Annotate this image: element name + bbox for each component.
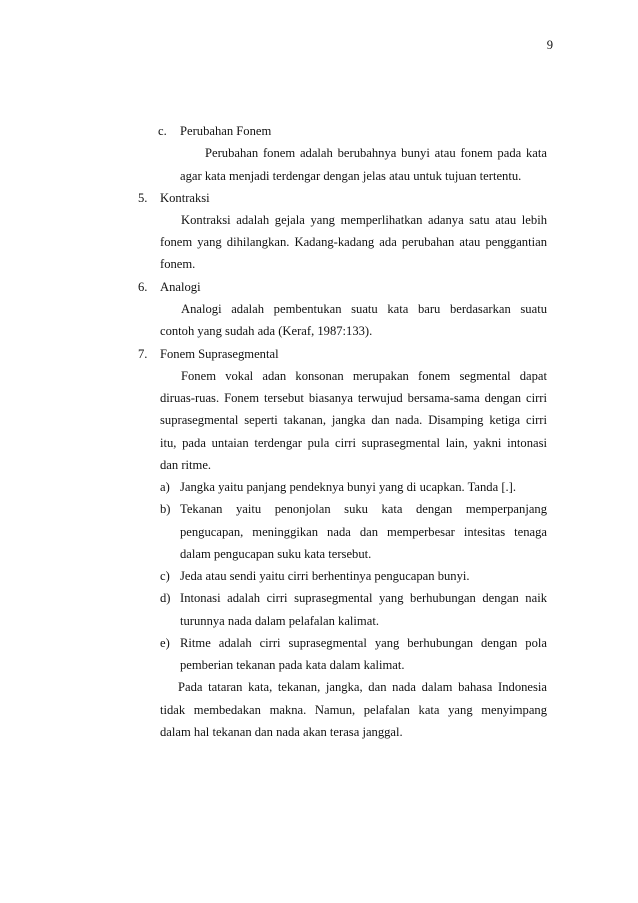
page-number: 9 (546, 38, 553, 52)
closing-line-2: tidak membedakan makna. Namun, pelafalan kata yang menyimpang (160, 703, 547, 717)
closing-line-3: dalam hal tekanan dan nada akan terasa janggal. (160, 725, 403, 739)
item7-line-2: diruas-ruas. Fonem tersebut biasanya terwujud bersama-sama dengan cirri (160, 391, 547, 405)
sub-c-line-1: Perubahan fonem adalah berubahnya bunyi atau fonem pada kata (205, 146, 547, 160)
subitem-e-line-2: pemberian tekanan pada kata dalam kalimat. (180, 658, 405, 672)
item5-heading: Kontraksi (160, 191, 210, 205)
item7-line-3: suprasegmental seperti takanan, jangka dan nada. Disamping ketiga cirri (160, 413, 547, 427)
subitem-a-marker: a) (160, 480, 170, 494)
subitem-b-line-1: Tekanan yaitu penonjolan suku kata dengan memperpanjang (180, 502, 547, 516)
item6-line-2: contoh yang sudah ada (Keraf, 1987:133). (160, 324, 373, 338)
item5-marker: 5. (138, 191, 148, 205)
item5-line-2: fonem yang dihilangkan. Kadang-kadang ada perubahan atau penggantian (160, 235, 547, 249)
item7-line-1: Fonem vokal adan konsonan merupakan fonem segmental dapat (181, 369, 547, 383)
sub-c-heading: Perubahan Fonem (180, 124, 272, 138)
item7-heading: Fonem Suprasegmental (160, 347, 279, 361)
subitem-b-marker: b) (160, 502, 171, 516)
subitem-d-line-2: turunnya nada dalam pelafalan kalimat. (180, 614, 379, 628)
item6-heading: Analogi (160, 280, 201, 294)
item6-marker: 6. (138, 280, 148, 294)
subitem-e-line-1: Ritme adalah cirri suprasegmental yang berhubungan dengan pola (180, 636, 547, 650)
subitem-d-line-1: Intonasi adalah cirri suprasegmental yang berhubungan dengan naik (180, 591, 547, 605)
item5-line-3: fonem. (160, 257, 196, 271)
item7-line-5: dan ritme. (160, 458, 212, 472)
subitem-d-marker: d) (160, 591, 171, 605)
closing-line-1: Pada tataran kata, tekanan, jangka, dan nada dalam bahasa Indonesia (178, 680, 547, 694)
item7-marker: 7. (138, 347, 148, 361)
item6-line-1: Analogi adalah pembentukan suatu kata baru berdasarkan suatu (181, 302, 547, 316)
subitem-c-line-1: Jeda atau sendi yaitu cirri berhentinya pengucapan bunyi. (180, 569, 470, 583)
subitem-b-line-2: pengucapan, meninggikan nada dan memperbesar intesitas tenaga (180, 525, 547, 539)
sub-c-marker: c. (158, 124, 167, 138)
subitem-b-line-3: dalam pengucapan suku kata tersebut. (180, 547, 372, 561)
item7-line-4: itu, pada untaian terdengar pula cirri suprasegmental lain, yakni intonasi (160, 436, 547, 450)
sub-c-line-2: agar kata menjadi terdengar dengan jelas atau untuk tujuan tertentu. (180, 169, 522, 183)
subitem-a-line-1: Jangka yaitu panjang pendeknya bunyi yang di ucapkan. Tanda [.]. (180, 480, 517, 494)
item5-line-1: Kontraksi adalah gejala yang memperlihatkan adanya satu atau lebih (181, 213, 547, 227)
subitem-c-marker: c) (160, 569, 170, 583)
subitem-e-marker: e) (160, 636, 170, 650)
